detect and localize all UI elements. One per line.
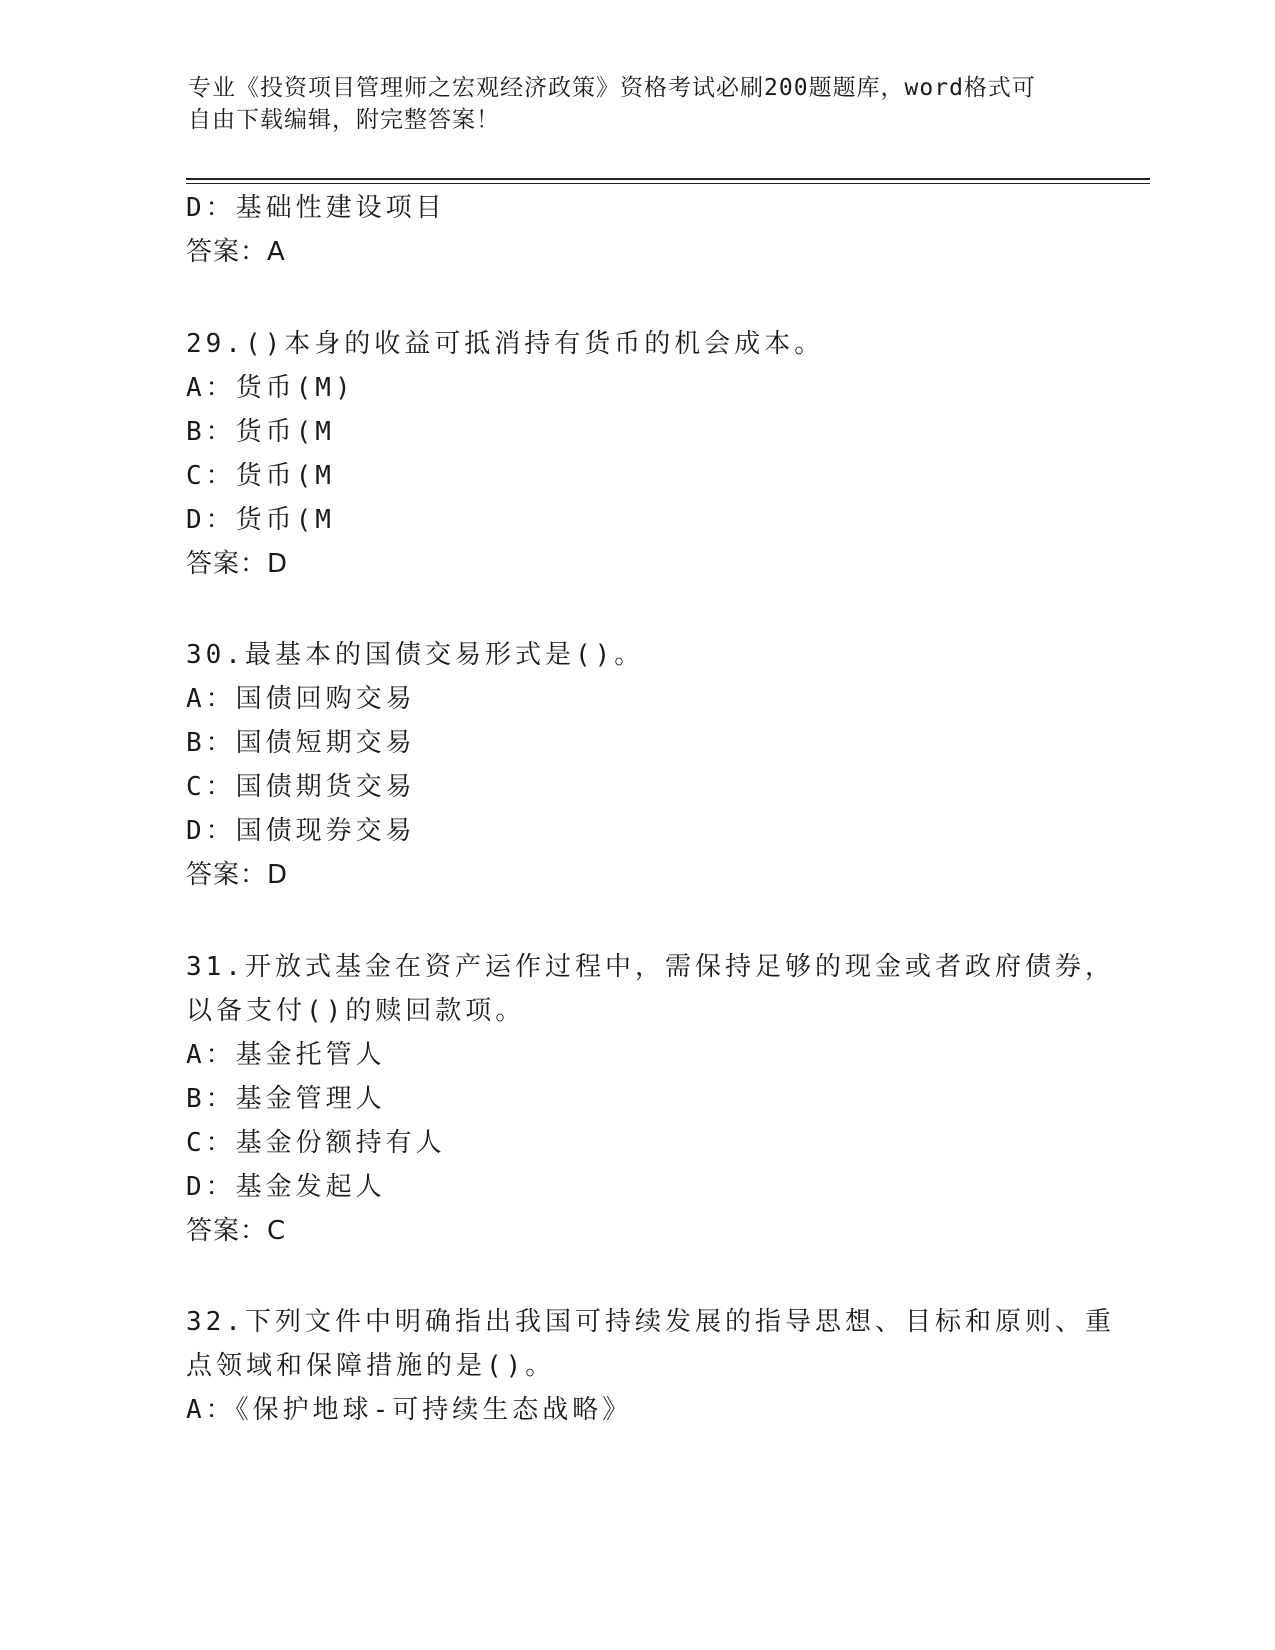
- option-a-q29: A：货币(M): [186, 373, 355, 403]
- option-a-q32: A：《保护地球-可持续生态战略》: [186, 1395, 633, 1425]
- answer-q29: 答案：D: [186, 549, 289, 579]
- option-c-q29: C：货币(M: [186, 461, 335, 491]
- question-32-line-2: 点领域和保障措施的是()。: [186, 1351, 556, 1381]
- answer-q28: 答案：A: [186, 237, 286, 267]
- question-29: 29.()本身的收益可抵消持有货币的机会成本。: [186, 329, 825, 359]
- option-c-q30: C：国债期货交易: [186, 772, 416, 802]
- option-c-q31: C：基金份额持有人: [186, 1128, 446, 1158]
- question-32-line-1: 32.下列文件中明确指出我国可持续发展的指导思想、目标和原则、重: [186, 1307, 1115, 1337]
- header-line-2: 自由下载编辑，附完整答案！: [188, 107, 500, 133]
- option-d-q28: D：基础性建设项目: [186, 193, 446, 223]
- header-divider-thin: [186, 183, 1150, 184]
- question-30: 30.最基本的国债交易形式是()。: [186, 640, 645, 670]
- option-b-q30: B：国债短期交易: [186, 728, 416, 758]
- option-d-q29: D：货币(M: [186, 505, 335, 535]
- option-d-q31: D：基金发起人: [186, 1172, 386, 1202]
- document-header: [188, 72, 1088, 136]
- question-31-line-2: 以备支付()的赎回款项。: [186, 996, 526, 1026]
- question-31-line-1: 31.开放式基金在资产运作过程中，需保持足够的现金或者政府债券，: [186, 952, 1115, 982]
- option-a-q31: A：基金托管人: [186, 1040, 386, 1070]
- header-line-1: 专业《投资项目管理师之宏观经济政策》资格考试必刷200题题库，word格式可: [188, 75, 1036, 101]
- header-divider-thick: [186, 178, 1150, 180]
- answer-q30: 答案：D: [186, 860, 289, 890]
- option-a-q30: A：国债回购交易: [186, 684, 416, 714]
- option-b-q29: B：货币(M: [186, 417, 335, 447]
- option-b-q31: B：基金管理人: [186, 1084, 386, 1114]
- option-d-q30: D：国债现券交易: [186, 816, 416, 846]
- answer-q31: 答案：C: [186, 1216, 287, 1246]
